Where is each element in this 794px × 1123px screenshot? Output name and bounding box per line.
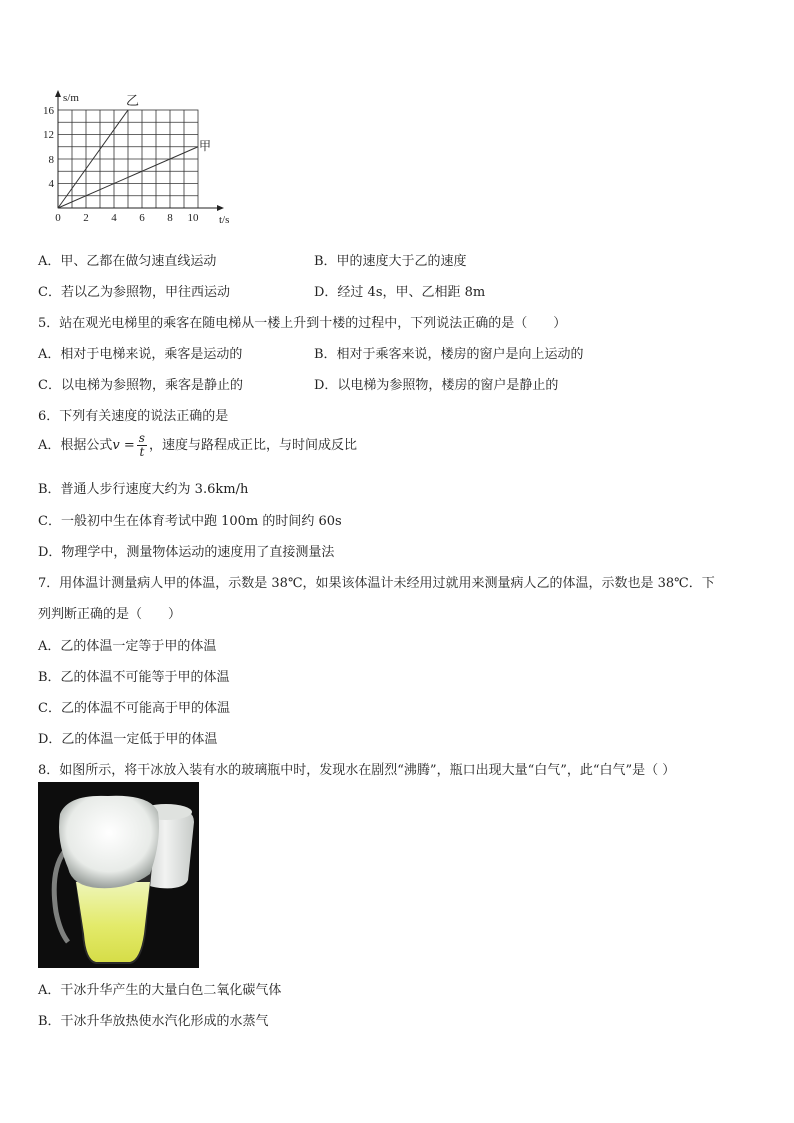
q7-stem-line1: 7．用体温计测量病人甲的体温，示数是 38℃，如果该体温计未经用过就用来测量病人乙的体温，示数也是 38℃．下	[38, 576, 715, 591]
dry-ice-glass-photo	[38, 782, 199, 968]
graph-axes	[58, 94, 220, 208]
q6-option-b: B．普通人步行速度大约为 3.6km/h	[38, 482, 249, 497]
y-axis-label: s/m	[63, 92, 79, 104]
x-tick-label: 2	[83, 212, 89, 224]
q4-option-d: D．经过 4s，甲、乙相距 8m	[314, 285, 486, 300]
series-label-jia: 甲	[199, 139, 212, 153]
q6-option-c: C．一般初中生在体育考试中跑 100m 的时间约 60s	[38, 514, 342, 529]
y-tick-label: 12	[43, 129, 54, 141]
q6-option-a-prefix: A．根据公式	[38, 438, 113, 453]
q8-option-b: B．干冰升华放热使水汽化形成的水蒸气	[38, 1014, 269, 1029]
q4-option-a: A．甲、乙都在做匀速直线运动	[38, 254, 217, 269]
velocity-formula-fraction	[137, 432, 147, 459]
q7-stem-line2: 列判断正确的是（ ）	[38, 607, 182, 622]
q6-option-a-suffix: ，速度与路程成正比，与时间成反比	[148, 438, 357, 453]
y-tick-label: 4	[48, 178, 54, 190]
formula-lhs: v =	[112, 438, 135, 453]
y-tick-label: 16	[43, 105, 54, 117]
q8-option-a: A．干冰升华产生的大量白色二氧化碳气体	[38, 983, 282, 998]
y-tick-label: 8	[48, 154, 54, 166]
x-tick-label: 10	[187, 212, 199, 224]
q6-option-d: D．物理学中，测量物体运动的速度用了直接测量法	[38, 545, 335, 560]
distance-time-graph	[30, 88, 245, 228]
x-axis-arrow	[217, 205, 224, 211]
q4-option-b: B．甲的速度大于乙的速度	[314, 254, 467, 269]
q7-option-d: D．乙的体温一定低于甲的体温	[38, 732, 218, 747]
q5-option-d: D．以电梯为参照物，楼房的窗户是静止的	[314, 378, 559, 393]
q6-stem: 6．下列有关速度的说法正确的是	[38, 409, 229, 424]
x-tick-label: 8	[167, 212, 173, 224]
q8-stem: 8．如图所示，将干冰放入装有水的玻璃瓶中时，发现水在剧烈“沸腾”，瓶口出现大量“白气”，此“白气”是（ ）	[38, 763, 676, 778]
y-axis-arrow	[55, 90, 61, 97]
q7-option-c: C．乙的体温不可能高于甲的体温	[38, 701, 230, 716]
q7-option-b: B．乙的体温不可能等于甲的体温	[38, 670, 230, 685]
q4-option-c: C．若以乙为参照物，甲往西运动	[38, 285, 230, 300]
q5-option-a: A．相对于电梯来说，乘客是运动的	[38, 347, 243, 362]
x-tick-label: 4	[111, 212, 117, 224]
formula-numerator: s	[138, 431, 145, 445]
q5-option-b: B．相对于乘客来说，楼房的窗户是向上运动的	[314, 347, 584, 362]
x-tick-label: 6	[139, 212, 145, 224]
x-axis-label: t/s	[219, 214, 230, 226]
q5-stem: 5．站在观光电梯里的乘客在随电梯从一楼上升到十楼的过程中，下列说法正确的是（ ）	[38, 316, 567, 331]
series-label-yi: 乙	[126, 93, 140, 108]
graph-grid	[58, 110, 198, 208]
x-tick-label: 0	[55, 212, 61, 224]
q6-option-a	[38, 432, 357, 459]
q5-option-c: C．以电梯为参照物，乘客是静止的	[38, 378, 243, 393]
formula-denominator: t	[139, 445, 145, 459]
q7-option-a: A．乙的体温一定等于甲的体温	[38, 639, 217, 654]
